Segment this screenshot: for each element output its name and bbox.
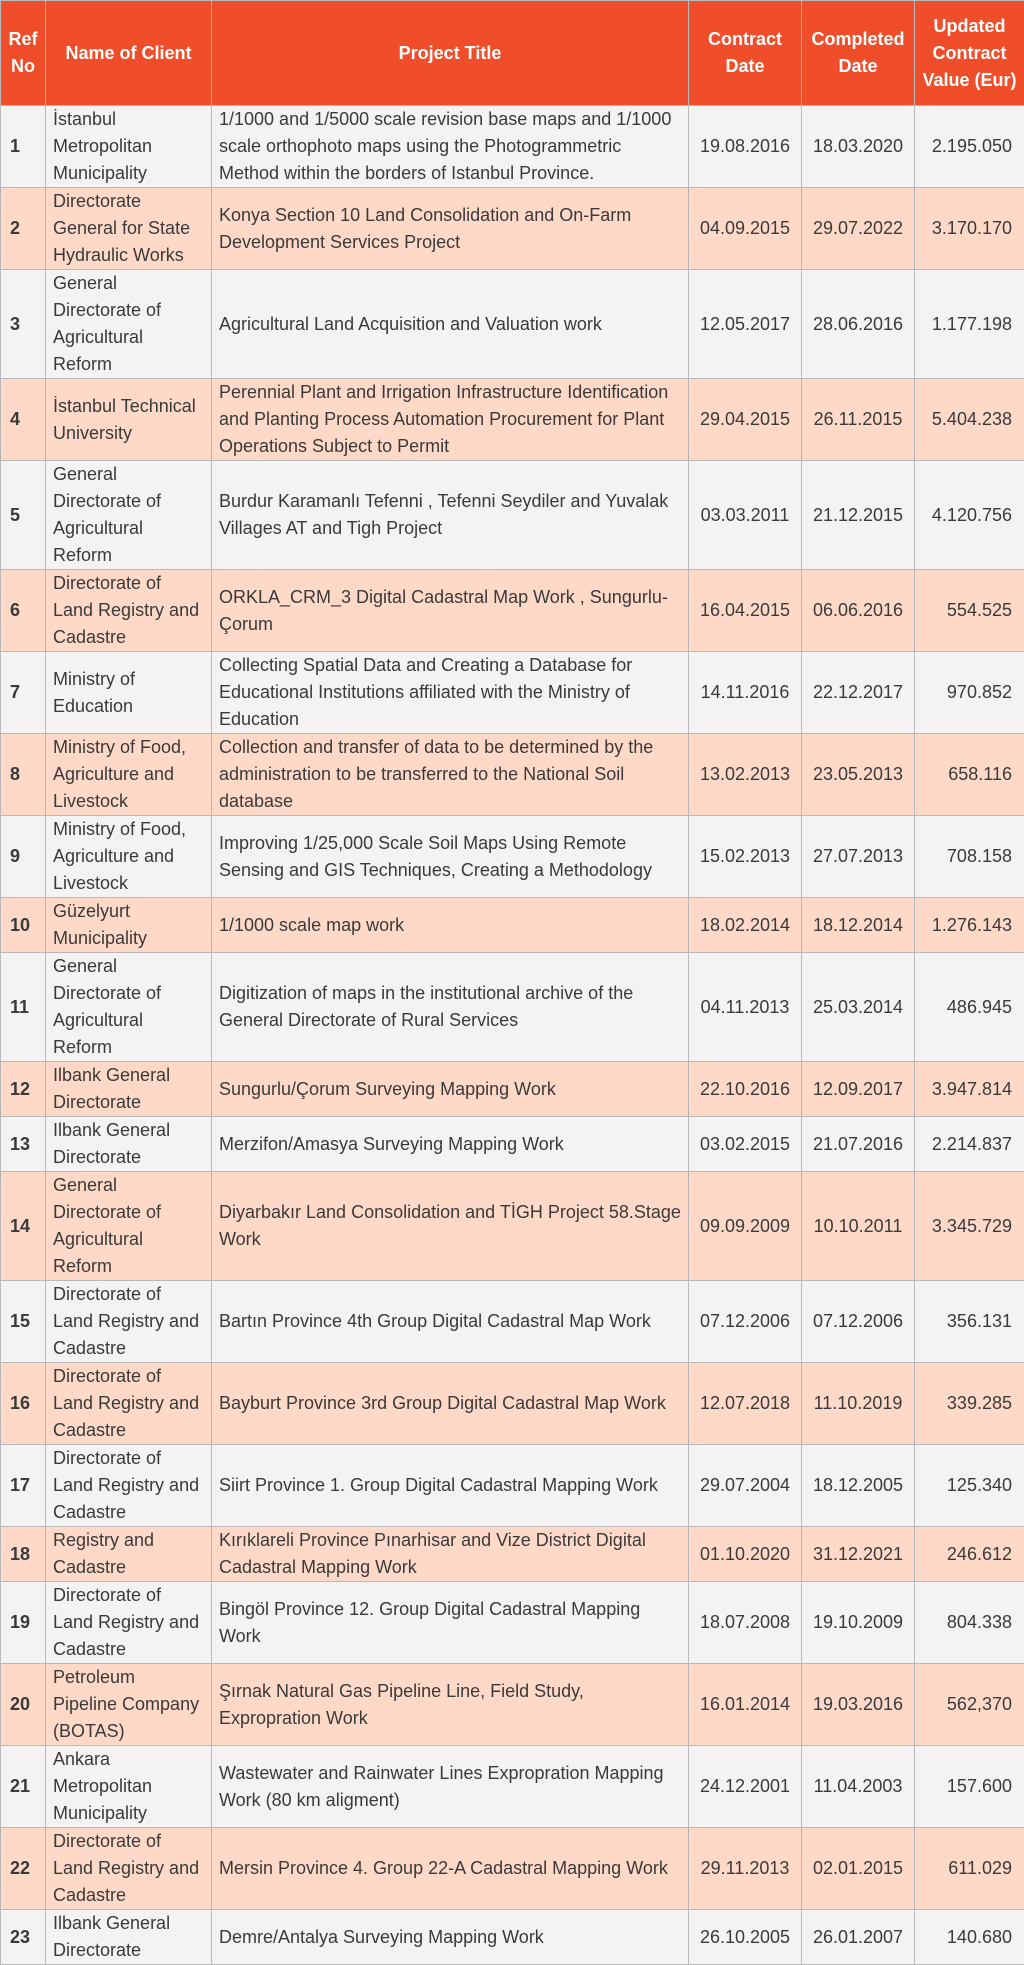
contract-value-cell: 3.345.729 (915, 1172, 1024, 1281)
table-row (1, 1062, 1024, 1117)
header-completed-date: Completed Date (802, 1, 915, 106)
header-contract-date: Contract Date (689, 1, 802, 106)
table-row (1, 1445, 1024, 1527)
client-name-cell: Ministry of Food, Agriculture and Livestock (46, 734, 212, 816)
table-row (1, 652, 1024, 734)
completed-date-cell: 28.06.2016 (802, 270, 915, 379)
table-row (1, 1172, 1024, 1281)
project-title-cell: ORKLA_CRM_3 Digital Cadastral Map Work , Sungurlu-Çorum (212, 570, 689, 652)
project-title-cell: Demre/Antalya Surveying Mapping Work (212, 1910, 689, 1965)
completed-date-cell: 31.12.2021 (802, 1527, 915, 1582)
contract-date-cell: 07.12.2006 (689, 1281, 802, 1363)
project-title-cell: Şırnak Natural Gas Pipeline Line, Field Study, Expropration Work (212, 1664, 689, 1746)
completed-date-cell: 02.01.2015 (802, 1828, 915, 1910)
ref-no-cell: 5 (1, 461, 46, 570)
project-title-cell: Digitization of maps in the institutional archive of the General Directorate of Rural Services (212, 953, 689, 1062)
client-name-cell: Petroleum Pipeline Company (BOTAS) (46, 1664, 212, 1746)
table-row (1, 379, 1024, 461)
contract-date-cell: 29.07.2004 (689, 1445, 802, 1527)
contract-value-cell: 554.525 (915, 570, 1024, 652)
project-title-cell: Perennial Plant and Irrigation Infrastructure Identification and Planting Process Automation Procurement for Plant Operations Subject to Permit (212, 379, 689, 461)
client-name-cell: İstanbul Technical University (46, 379, 212, 461)
completed-date-cell: 18.12.2005 (802, 1445, 915, 1527)
client-name-cell: Directorate of Land Registry and Cadastre (46, 1445, 212, 1527)
project-title-cell: 1/1000 and 1/5000 scale revision base maps and 1/1000 scale orthophoto maps using the Photogrammetric Method within the borders of Istanbul Province. (212, 106, 689, 188)
client-name-cell: Directorate of Land Registry and Cadastre (46, 1828, 212, 1910)
contract-value-cell: 804.338 (915, 1582, 1024, 1664)
table-body (1, 106, 1024, 1965)
contract-value-cell: 356.131 (915, 1281, 1024, 1363)
table-row (1, 1281, 1024, 1363)
completed-date-cell: 07.12.2006 (802, 1281, 915, 1363)
client-name-cell: Güzelyurt Municipality (46, 898, 212, 953)
header-client-name: Name of Client (46, 1, 212, 106)
ref-no-cell: 1 (1, 106, 46, 188)
contract-date-cell: 13.02.2013 (689, 734, 802, 816)
contract-value-cell: 3.170.170 (915, 188, 1024, 270)
contract-value-cell: 4.120.756 (915, 461, 1024, 570)
header-contract-value: Updated Contract Value (Eur) (915, 1, 1024, 106)
ref-no-cell: 22 (1, 1828, 46, 1910)
client-name-cell: Directorate of Land Registry and Cadastre (46, 570, 212, 652)
project-title-cell: Siirt Province 1. Group Digital Cadastral Mapping Work (212, 1445, 689, 1527)
header-ref-no: Ref No (1, 1, 46, 106)
client-name-cell: Registry and Cadastre (46, 1527, 212, 1582)
table-row (1, 270, 1024, 379)
ref-no-cell: 21 (1, 1746, 46, 1828)
completed-date-cell: 26.01.2007 (802, 1910, 915, 1965)
client-name-cell: Ilbank General Directorate (46, 1117, 212, 1172)
client-name-cell: Directorate of Land Registry and Cadastre (46, 1582, 212, 1664)
header-row (1, 1, 1024, 106)
completed-date-cell: 23.05.2013 (802, 734, 915, 816)
ref-no-cell: 8 (1, 734, 46, 816)
header-project-title: Project Title (212, 1, 689, 106)
completed-date-cell: 06.06.2016 (802, 570, 915, 652)
completed-date-cell: 21.07.2016 (802, 1117, 915, 1172)
completed-date-cell: 18.03.2020 (802, 106, 915, 188)
client-name-cell: Directorate of Land Registry and Cadastre (46, 1363, 212, 1445)
project-title-cell: Collecting Spatial Data and Creating a Database for Educational Institutions affiliated with the Ministry of Education (212, 652, 689, 734)
table-row (1, 1828, 1024, 1910)
completed-date-cell: 11.10.2019 (802, 1363, 915, 1445)
table-row (1, 1363, 1024, 1445)
ref-no-cell: 13 (1, 1117, 46, 1172)
contract-value-cell: 658.116 (915, 734, 1024, 816)
contract-value-cell: 2.195.050 (915, 106, 1024, 188)
table-row (1, 734, 1024, 816)
project-title-cell: 1/1000 scale map work (212, 898, 689, 953)
contract-date-cell: 01.10.2020 (689, 1527, 802, 1582)
project-title-cell: Agricultural Land Acquisition and Valuation work (212, 270, 689, 379)
project-title-cell: Konya Section 10 Land Consolidation and On-Farm Development Services Project (212, 188, 689, 270)
project-title-cell: Kırıklareli Province Pınarhisar and Vize District Digital Cadastral Mapping Work (212, 1527, 689, 1582)
project-title-cell: Bingöl Province 12. Group Digital Cadastral Mapping Work (212, 1582, 689, 1664)
ref-no-cell: 16 (1, 1363, 46, 1445)
client-name-cell: General Directorate of Agricultural Reform (46, 270, 212, 379)
completed-date-cell: 11.04.2003 (802, 1746, 915, 1828)
contract-value-cell: 611.029 (915, 1828, 1024, 1910)
table-row (1, 1117, 1024, 1172)
contract-date-cell: 16.04.2015 (689, 570, 802, 652)
contract-value-cell: 970.852 (915, 652, 1024, 734)
client-name-cell: Ilbank General Directorate (46, 1062, 212, 1117)
table-row (1, 1664, 1024, 1746)
client-name-cell: İstanbul Metropolitan Municipality (46, 106, 212, 188)
table-row (1, 1527, 1024, 1582)
contract-value-cell: 708.158 (915, 816, 1024, 898)
project-title-cell: Sungurlu/Çorum Surveying Mapping Work (212, 1062, 689, 1117)
completed-date-cell: 27.07.2013 (802, 816, 915, 898)
ref-no-cell: 15 (1, 1281, 46, 1363)
ref-no-cell: 18 (1, 1527, 46, 1582)
table-row (1, 816, 1024, 898)
completed-date-cell: 25.03.2014 (802, 953, 915, 1062)
ref-no-cell: 19 (1, 1582, 46, 1664)
ref-no-cell: 9 (1, 816, 46, 898)
contract-date-cell: 09.09.2009 (689, 1172, 802, 1281)
table-row (1, 106, 1024, 188)
project-title-cell: Bayburt Province 3rd Group Digital Cadastral Map Work (212, 1363, 689, 1445)
client-name-cell: General Directorate of Agricultural Reform (46, 461, 212, 570)
contract-value-cell: 246.612 (915, 1527, 1024, 1582)
contract-date-cell: 15.02.2013 (689, 816, 802, 898)
contract-date-cell: 24.12.2001 (689, 1746, 802, 1828)
table-row (1, 953, 1024, 1062)
ref-no-cell: 3 (1, 270, 46, 379)
contract-date-cell: 16.01.2014 (689, 1664, 802, 1746)
ref-no-cell: 10 (1, 898, 46, 953)
ref-no-cell: 20 (1, 1664, 46, 1746)
client-name-cell: Directorate General for State Hydraulic Works (46, 188, 212, 270)
project-title-cell: Merzifon/Amasya Surveying Mapping Work (212, 1117, 689, 1172)
project-title-cell: Collection and transfer of data to be determined by the administration to be transferred to the National Soil database (212, 734, 689, 816)
completed-date-cell: 19.03.2016 (802, 1664, 915, 1746)
table-row (1, 1910, 1024, 1965)
contract-date-cell: 03.02.2015 (689, 1117, 802, 1172)
contract-date-cell: 18.07.2008 (689, 1582, 802, 1664)
ref-no-cell: 12 (1, 1062, 46, 1117)
table-row (1, 898, 1024, 953)
contract-value-cell: 2.214.837 (915, 1117, 1024, 1172)
ref-no-cell: 2 (1, 188, 46, 270)
project-title-cell: Mersin Province 4. Group 22-A Cadastral Mapping Work (212, 1828, 689, 1910)
client-name-cell: Ankara Metropolitan Municipality (46, 1746, 212, 1828)
project-title-cell: Improving 1/25,000 Scale Soil Maps Using Remote Sensing and GIS Techniques, Creating a Methodology (212, 816, 689, 898)
completed-date-cell: 10.10.2011 (802, 1172, 915, 1281)
ref-no-cell: 11 (1, 953, 46, 1062)
completed-date-cell: 12.09.2017 (802, 1062, 915, 1117)
table-row (1, 1746, 1024, 1828)
contract-value-cell: 3.947.814 (915, 1062, 1024, 1117)
project-title-cell: Bartın Province 4th Group Digital Cadastral Map Work (212, 1281, 689, 1363)
table-row (1, 570, 1024, 652)
ref-no-cell: 6 (1, 570, 46, 652)
completed-date-cell: 18.12.2014 (802, 898, 915, 953)
table-row (1, 1582, 1024, 1664)
ref-no-cell: 23 (1, 1910, 46, 1965)
contract-value-cell: 157.600 (915, 1746, 1024, 1828)
contract-date-cell: 29.04.2015 (689, 379, 802, 461)
table-row (1, 461, 1024, 570)
contract-value-cell: 1.177.198 (915, 270, 1024, 379)
contract-date-cell: 03.03.2011 (689, 461, 802, 570)
completed-date-cell: 29.07.2022 (802, 188, 915, 270)
contract-date-cell: 26.10.2005 (689, 1910, 802, 1965)
contract-date-cell: 18.02.2014 (689, 898, 802, 953)
contract-date-cell: 29.11.2013 (689, 1828, 802, 1910)
client-name-cell: Ministry of Food, Agriculture and Livestock (46, 816, 212, 898)
contract-date-cell: 04.09.2015 (689, 188, 802, 270)
client-name-cell: Ministry of Education (46, 652, 212, 734)
contract-date-cell: 22.10.2016 (689, 1062, 802, 1117)
completed-date-cell: 19.10.2009 (802, 1582, 915, 1664)
contract-value-cell: 339.285 (915, 1363, 1024, 1445)
contract-date-cell: 04.11.2013 (689, 953, 802, 1062)
project-title-cell: Diyarbakır Land Consolidation and TİGH Project 58.Stage Work (212, 1172, 689, 1281)
project-title-cell: Burdur Karamanlı Tefenni , Tefenni Seydiler and Yuvalak Villages AT and Tigh Project (212, 461, 689, 570)
table-header (1, 1, 1024, 106)
contract-value-cell: 140.680 (915, 1910, 1024, 1965)
project-title-cell: Wastewater and Rainwater Lines Expropration Mapping Work (80 km aligment) (212, 1746, 689, 1828)
client-name-cell: General Directorate of Agricultural Reform (46, 953, 212, 1062)
completed-date-cell: 22.12.2017 (802, 652, 915, 734)
contract-value-cell: 5.404.238 (915, 379, 1024, 461)
contract-value-cell: 562,370 (915, 1664, 1024, 1746)
contract-date-cell: 14.11.2016 (689, 652, 802, 734)
ref-no-cell: 7 (1, 652, 46, 734)
contract-date-cell: 12.05.2017 (689, 270, 802, 379)
contract-date-cell: 12.07.2018 (689, 1363, 802, 1445)
completed-date-cell: 21.12.2015 (802, 461, 915, 570)
ref-no-cell: 4 (1, 379, 46, 461)
contract-value-cell: 486.945 (915, 953, 1024, 1062)
contract-value-cell: 1.276.143 (915, 898, 1024, 953)
contract-date-cell: 19.08.2016 (689, 106, 802, 188)
ref-no-cell: 14 (1, 1172, 46, 1281)
contract-value-cell: 125.340 (915, 1445, 1024, 1527)
client-name-cell: General Directorate of Agricultural Reform (46, 1172, 212, 1281)
ref-no-cell: 17 (1, 1445, 46, 1527)
completed-date-cell: 26.11.2015 (802, 379, 915, 461)
client-name-cell: Directorate of Land Registry and Cadastre (46, 1281, 212, 1363)
client-name-cell: Ilbank General Directorate (46, 1910, 212, 1965)
table-row (1, 188, 1024, 270)
